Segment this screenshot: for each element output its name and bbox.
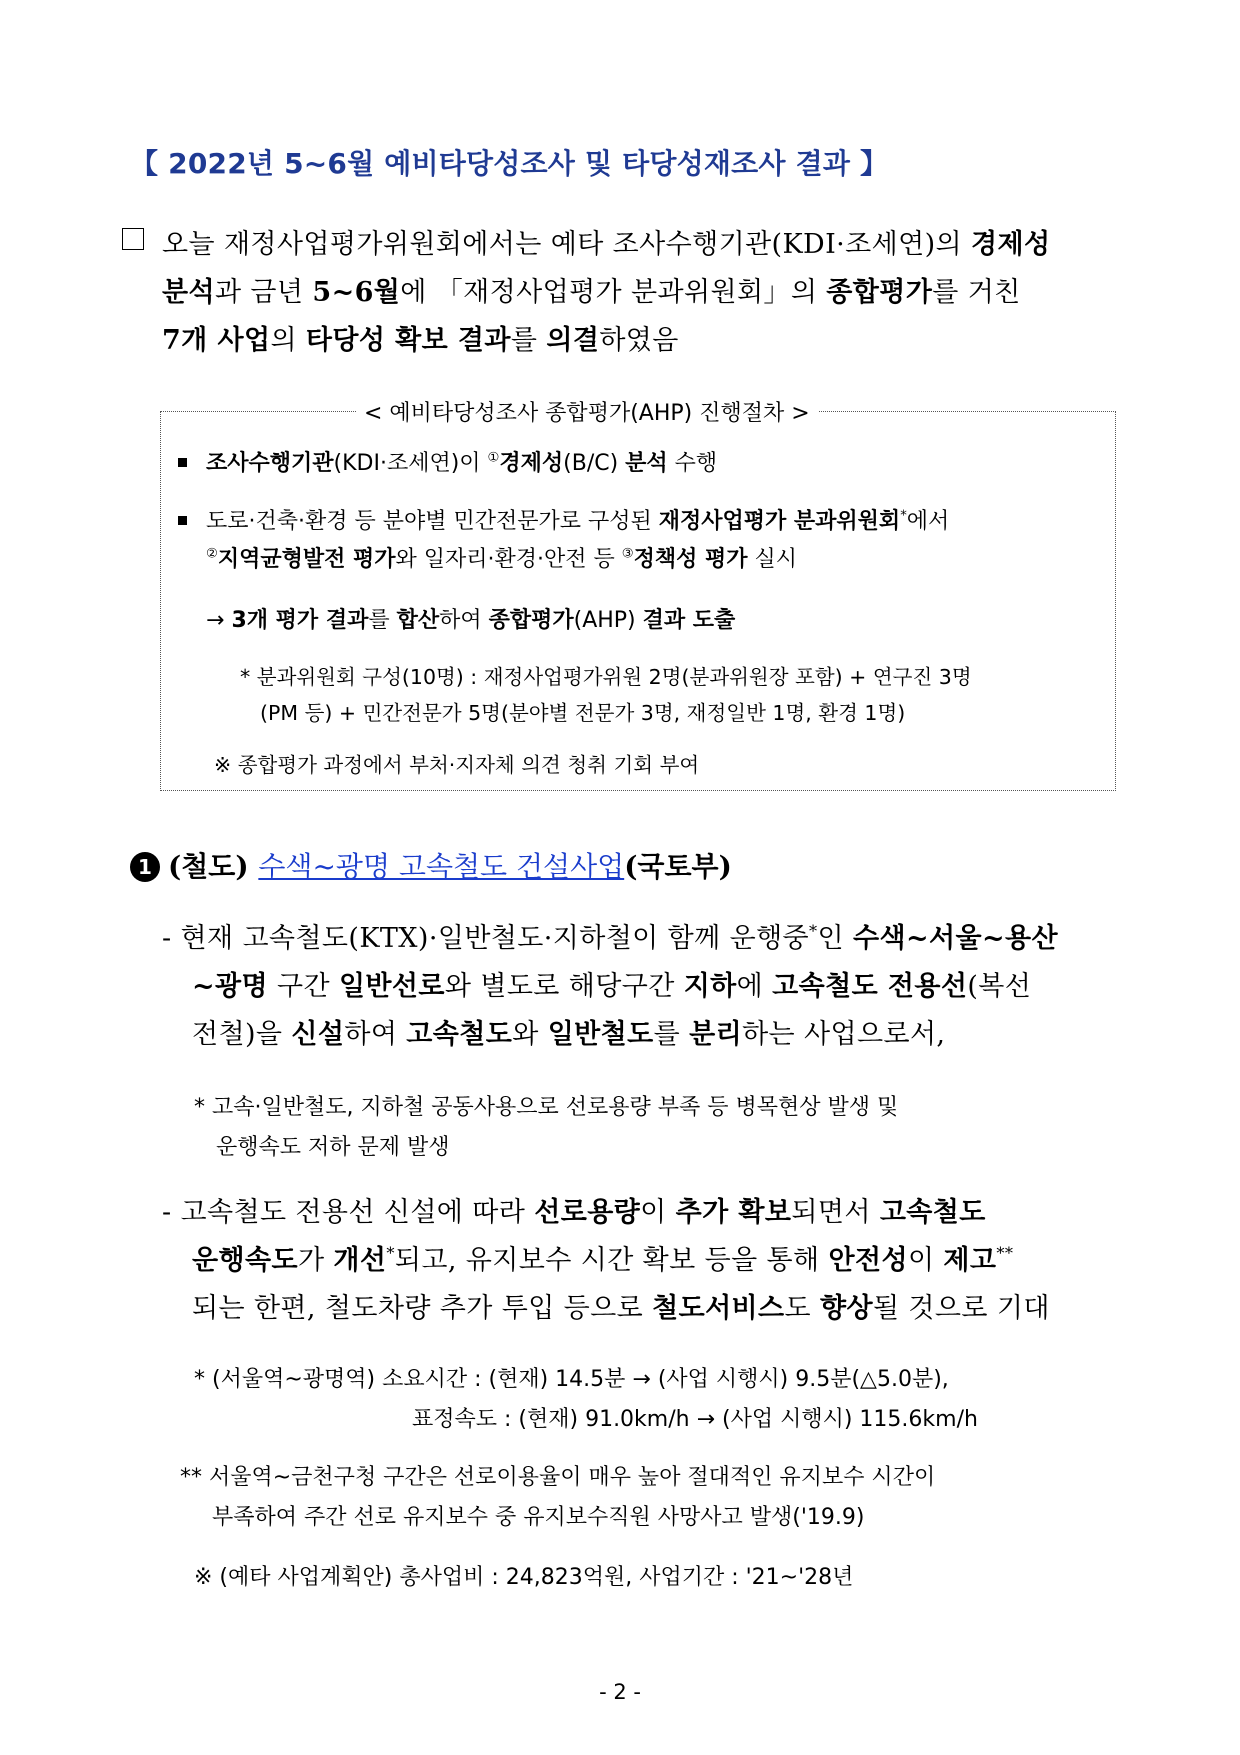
d2-bold: 선로용량	[534, 1197, 641, 1228]
d1-bold: 고속철도 전용선	[772, 971, 968, 1002]
d1-text: 전철)을	[192, 1019, 292, 1050]
box-text: (KDI·조세연)이	[333, 451, 488, 476]
d1-bold: 일반철도	[547, 1019, 654, 1050]
footnote-mark: *	[386, 1243, 395, 1263]
intro-bold: 의결	[546, 325, 600, 356]
d2-text: - 고속철도 전용선 신설에 따라	[162, 1197, 535, 1228]
intro-text: 를 거친	[932, 277, 1021, 308]
d1-text: 구간	[268, 971, 339, 1002]
box-text: 하여	[439, 608, 489, 633]
intro-text: 의	[270, 325, 306, 356]
box-reference-note: ※ 종합평가 과정에서 부처·지자체 의견 청취 기회 부여	[214, 753, 700, 777]
project-title-link[interactable]: 수색~광명 고속철도 건설사업	[258, 850, 625, 883]
box-text: (AHP)	[573, 608, 643, 633]
d1-line-1	[162, 916, 1058, 955]
box-text: 도로·건축·환경 등 분야별 민간전문가로 구성된	[206, 509, 659, 534]
box-item-1	[206, 446, 717, 477]
intro-text: 에 「재정사업평가 분과위원회」의	[400, 277, 827, 308]
d1-text: 와 별도로 해당구간	[444, 971, 684, 1002]
square-bullet-icon	[122, 228, 144, 250]
d1-text: (복선	[967, 971, 1032, 1002]
box-text: 와 일자리·환경·안전 등	[395, 547, 622, 572]
footnote-mark: **	[996, 1243, 1014, 1263]
intro-line-3	[162, 318, 679, 357]
intro-bold: 경제성	[971, 229, 1051, 260]
box-text: 실시	[747, 547, 798, 572]
box-arrow-line	[206, 603, 735, 634]
d1-bold: 일반선로	[338, 971, 445, 1002]
d1-text: 와	[512, 1019, 548, 1050]
page-title: 【 2022년 5~6월 예비타당성조사 및 타당성재조사 결과 】	[130, 147, 889, 180]
intro-text: 를	[510, 325, 547, 356]
d2-bold: 안전성	[828, 1245, 908, 1276]
d2-text: 가	[297, 1245, 334, 1276]
box-footnote-line-2: (PM 등) + 민간전문가 5명(분야별 전문가 3명, 재정일반 1명, 환경 1명)	[260, 701, 906, 725]
d1-text: 를	[653, 1019, 690, 1050]
d2-footnote-2-line-2: 부족하여 주간 선로 유지보수 중 유지보수직원 사망사고 발생('19.9)	[212, 1505, 865, 1530]
box-bold: 정책성 평가	[633, 547, 748, 572]
box-bold: 조사수행기관	[206, 451, 334, 476]
box-bold: 경제성	[499, 451, 564, 476]
procedure-box-title: < 예비타당성조사 종합평가(AHP) 진행절차 >	[356, 396, 818, 427]
d2-line-1	[162, 1190, 986, 1229]
d2-text: 될 것으로 기대	[872, 1293, 1050, 1324]
intro-text: 오늘 재정사업평가위원회에서는 예타 조사수행기관(KDI·조세연)의	[162, 229, 971, 260]
d2-bold: 철도서비스	[652, 1293, 785, 1324]
box-bold: 분석	[625, 451, 668, 476]
box-bold: 재정사업평가 분과위원회	[658, 509, 901, 534]
filled-square-bullet-icon	[178, 516, 187, 525]
box-item-2-line-1	[206, 504, 949, 535]
d1-text: 하여	[344, 1019, 407, 1050]
footnote-mark: *	[900, 508, 907, 524]
d2-text: 이	[640, 1197, 676, 1228]
d2-text: 도	[784, 1293, 820, 1324]
footnote-mark: *	[809, 921, 818, 941]
d2-reference-note: ※ (예타 사업계획안) 총사업비 : 24,823억원, 사업기간 : '21~'28년	[194, 1565, 854, 1590]
circled-number: ①	[487, 450, 500, 466]
intro-bold: 종합평가	[826, 277, 933, 308]
intro-line-1	[162, 222, 1050, 261]
circled-number: ②	[206, 546, 218, 562]
intro-bold: 타당성 확보 결과	[305, 325, 511, 356]
box-bold: 결과 도출	[642, 608, 736, 633]
section-heading	[130, 845, 732, 885]
d1-footnote-line-2: 운행속도 저하 문제 발생	[216, 1135, 450, 1160]
d2-bold: 개선	[333, 1245, 387, 1276]
filled-square-bullet-icon	[178, 458, 187, 467]
d1-bold: 고속철도	[406, 1019, 513, 1050]
d2-line-2	[192, 1238, 1013, 1277]
d2-bold: 운행속도	[192, 1245, 298, 1276]
intro-bold: 분석	[162, 277, 215, 308]
d2-text: 되는 한편, 철도차량 추가 투입 등으로	[192, 1293, 653, 1324]
d1-text: - 현재 고속철도(KTX)·일반철도·지하철이 함께 운행중	[162, 923, 810, 954]
d2-bold: 고속철도	[879, 1197, 986, 1228]
section-suffix: (국토부)	[624, 850, 732, 883]
d2-footnote-1-line-1: * (서울역~광명역) 소요시간 : (현재) 14.5분 → (사업 시행시) 9.5분(△5.0분),	[194, 1367, 949, 1392]
section-prefix: (철도)	[168, 850, 259, 883]
circled-number: ③	[621, 546, 634, 562]
box-bold: 지역균형발전 평가	[217, 547, 396, 572]
box-item-2-line-2	[206, 542, 797, 573]
box-text: 수행	[667, 451, 718, 476]
d1-bold: 지하	[683, 971, 737, 1002]
box-footnote-line-1: * 분과위원회 구성(10명) : 재정사업평가위원 2명(분과위원장 포함) + 연구진 3명	[240, 665, 972, 689]
arrow-icon: →	[206, 608, 232, 633]
d2-text: 되면서	[791, 1197, 880, 1228]
d1-bold: ~광명	[192, 971, 268, 1002]
d2-bold: 제고	[943, 1245, 997, 1276]
d1-bold: 신설	[291, 1019, 345, 1050]
d1-bold: 분리	[689, 1019, 743, 1050]
d1-text: 에	[736, 971, 773, 1002]
d1-bold: 수색~서울~용산	[853, 923, 1058, 954]
section-number-badge: 1	[130, 852, 160, 882]
intro-text: 하였음	[599, 325, 679, 356]
intro-line-2	[162, 270, 1021, 309]
box-bold: 종합평가	[488, 608, 574, 633]
page-number: - 2 -	[599, 1680, 641, 1704]
d2-footnote-1-line-2: 표정속도 : (현재) 91.0km/h → (사업 시행시) 115.6km/h	[412, 1407, 978, 1432]
d2-bold: 향상	[820, 1293, 873, 1324]
d2-line-3	[192, 1286, 1050, 1325]
d1-line-3	[192, 1012, 945, 1051]
box-text: 를	[368, 608, 397, 633]
d2-footnote-2-line-1: ** 서울역~금천구청 구간은 선로이용율이 매우 높아 절대적인 유지보수 시간이	[180, 1465, 936, 1490]
intro-bold: 5~6월	[312, 277, 401, 308]
d2-text: 이	[907, 1245, 944, 1276]
d1-line-2	[192, 964, 1031, 1003]
d2-text: 되고, 유지보수 시간 확보 등을 통해	[394, 1245, 829, 1276]
d1-text: 하는 사업으로서,	[742, 1019, 946, 1050]
box-text: (B/C)	[563, 451, 626, 476]
box-bold: 3개 평가 결과	[231, 608, 369, 633]
d2-bold: 추가 확보	[675, 1197, 792, 1228]
d1-footnote-line-1: * 고속·일반철도, 지하철 공동사용으로 선로용량 부족 등 병목현상 발생 및	[194, 1095, 899, 1120]
box-text: 에서	[906, 509, 950, 534]
box-bold: 합산	[396, 608, 440, 633]
intro-text: 과 금년	[214, 277, 313, 308]
intro-bold: 7개 사업	[162, 325, 271, 356]
d1-text: 인	[817, 923, 854, 954]
